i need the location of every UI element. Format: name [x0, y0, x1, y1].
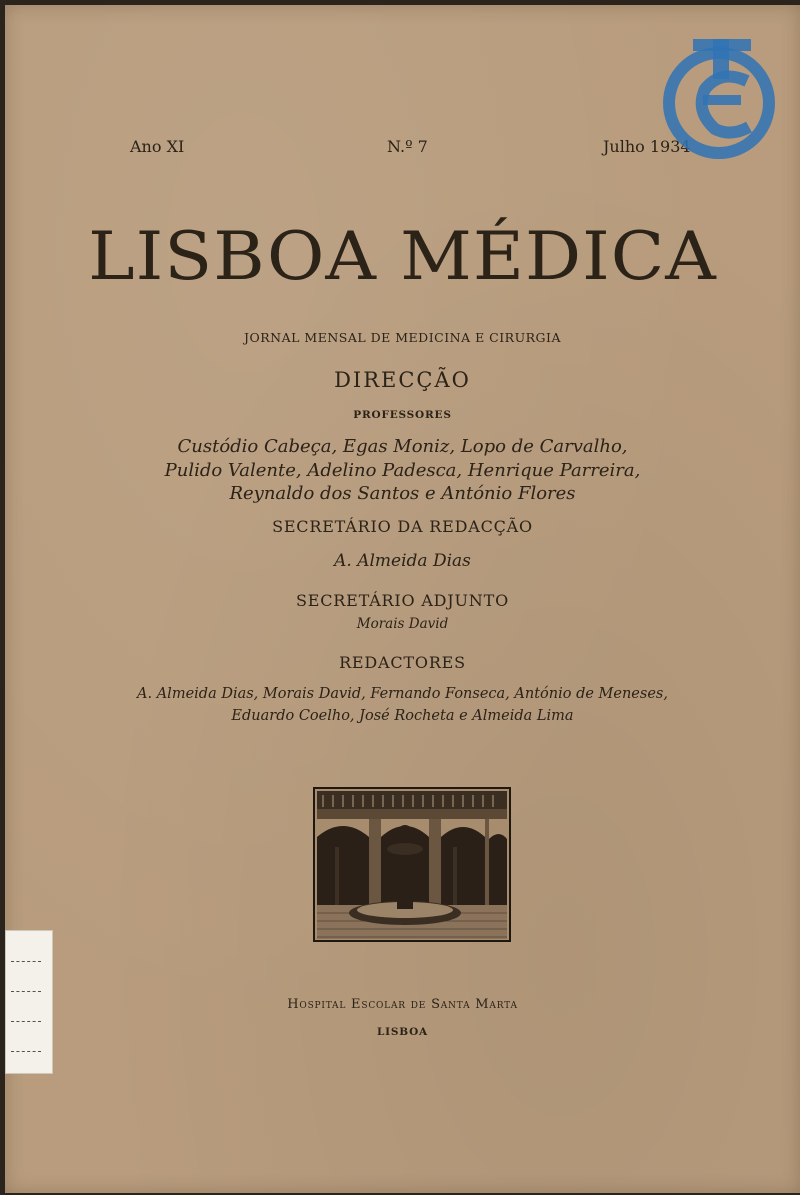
assistant-secretary-name: Morais David — [356, 616, 449, 632]
assistant-secretary-heading: SECRETÁRIO ADJUNTO — [295, 591, 509, 610]
issue-date: Julho 1934 — [603, 137, 691, 156]
direction-line-1: Custódio Cabeça, Egas Moniz, Lopo de Carvalho, — [177, 436, 628, 457]
journal-cover — [5, 5, 800, 1193]
shelf-label-line — [11, 961, 41, 962]
secretary-heading: SECRETÁRIO DA REDACÇÃO — [272, 517, 533, 536]
volume-year: Ano XI — [130, 137, 185, 156]
direction-line-2: Pulido Valente, Adelino Padesca, Henrique Parreira, — [164, 460, 641, 481]
cloister-engraving — [313, 787, 511, 942]
shelf-label-line — [11, 1051, 41, 1052]
shelf-label-line — [11, 991, 41, 992]
secretary-name: A. Almeida Dias — [334, 551, 471, 571]
library-stamp-logo — [655, 19, 785, 169]
issue-number: N.º 7 — [387, 137, 428, 156]
direction-line-3: Reynaldo dos Santos e António Flores — [229, 483, 576, 504]
publisher-city: LISBOA — [376, 1026, 429, 1038]
shelf-label-line — [11, 1021, 41, 1022]
journal-title: LISBOA MÉDICA — [88, 217, 717, 295]
editors-heading: REDACTORES — [339, 653, 466, 672]
editors-line-2: Eduardo Coelho, José Rocheta e Almeida Lima — [231, 708, 574, 724]
shelf-label — [5, 930, 53, 1074]
direction-heading: DIRECÇÃO — [334, 368, 471, 392]
editors-line-1: A. Almeida Dias, Morais David, Fernando Fonseca, António de Meneses, — [137, 686, 668, 702]
professors-label: PROFESSORES — [353, 409, 452, 421]
publisher-name: Hospital Escolar de Santa Marta — [287, 997, 518, 1012]
journal-subtitle: JORNAL MENSAL DE MEDICINA E CIRURGIA — [244, 330, 561, 345]
